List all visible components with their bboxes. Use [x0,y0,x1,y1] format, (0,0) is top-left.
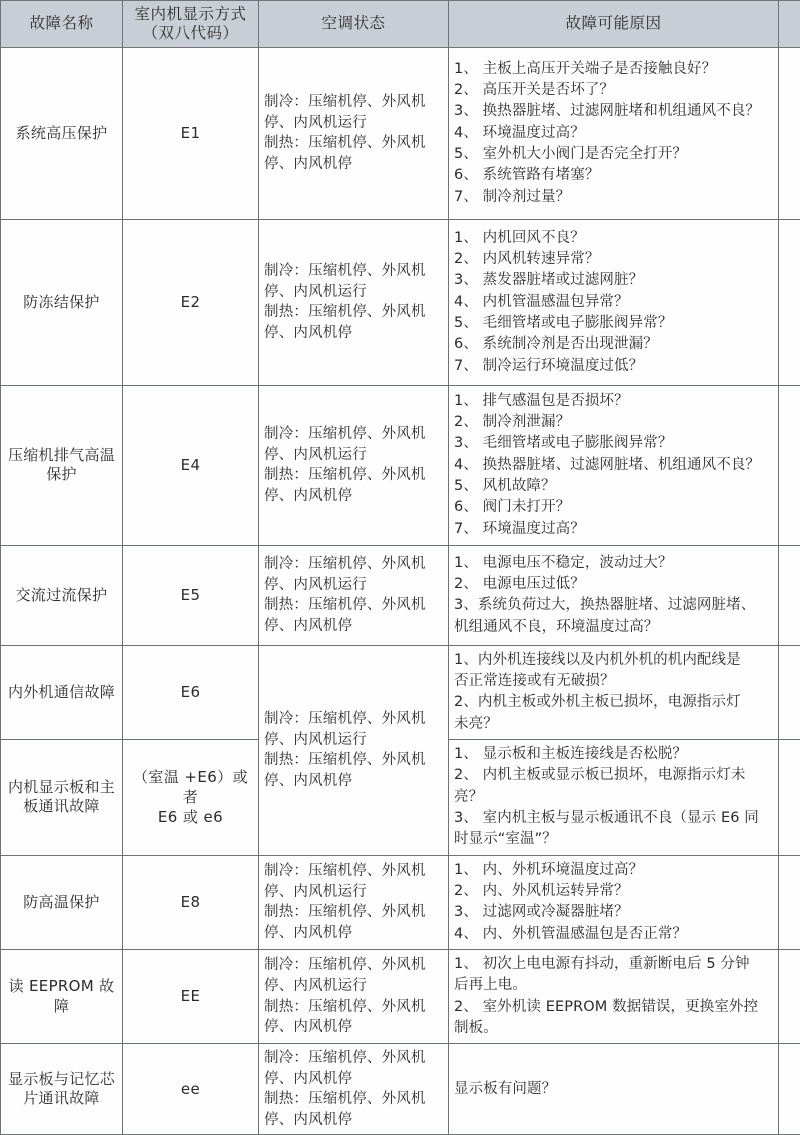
table-row [1,545,800,645]
display-code-cell [123,740,259,856]
ac-state-line: 停、内风机运行 [264,282,443,303]
fault-name-cell: 压缩机排气高温保护 [1,385,123,545]
ac-state-line: 停、内风机运行 [264,113,443,134]
ac-state-line: 停、内风机停 [264,923,443,944]
column-header-display-code [123,1,259,48]
right-edge-partial-column [779,545,800,645]
right-edge-partial-column [779,1,800,48]
cause-line: 4、 换热器脏堵、过滤网脏堵、机组通风不良？ [454,455,773,476]
possible-causes-cell [449,219,779,385]
display-code-line: E8 [128,892,253,912]
ac-state-line: 停、内风机运行 [264,445,443,466]
fault-name-cell: 防高温保护 [1,855,123,949]
right-edge-partial-column [779,1044,800,1135]
cause-line: 亮？ [454,787,773,808]
cause-line: 3、 蒸发器脏堵或过滤网脏？ [454,270,773,291]
ac-state-line: 停、内风机停 [264,616,443,637]
ac-state-line: 停、内风机停 [264,486,443,507]
cause-line: 3、 毛细管堵或电子膨胀阀异常？ [454,433,773,454]
display-code-line: E2 [128,292,253,312]
ac-state-cell [259,47,449,219]
table-row [1,385,800,545]
header-row [1,1,800,48]
ac-state-cell [259,949,449,1043]
display-code-line: E4 [128,455,253,475]
display-code-line: （室温 +E6）或者 [128,767,253,808]
display-code-line: EE [128,986,253,1006]
table-row [1,645,800,739]
cause-line: 5、 毛细管堵或电子膨胀阀异常？ [454,313,773,334]
possible-causes-cell [449,545,779,645]
right-edge-partial-column [779,855,800,949]
table-row [1,47,800,219]
ac-state-cell [259,855,449,949]
ac-state-line: 制热：压缩机停、外风机 [264,302,443,323]
right-edge-partial-column [779,949,800,1043]
fault-name-cell: 显示板与记忆芯片通讯故障 [1,1044,123,1135]
ac-state-line: 制热：压缩机停、外风机 [264,902,443,923]
possible-causes-cell [449,740,779,856]
cause-line: 4、 内、外机管温感温包是否正常？ [454,924,773,945]
cause-line: 7、 环境温度过高？ [454,519,773,540]
ac-state-line: 停、内风机停 [264,1069,443,1090]
cause-line: 6、 系统管路有堵塞？ [454,165,773,186]
cause-line: 2、 内、外风机运转异常？ [454,881,773,902]
ac-state-line: 制冷：压缩机停、外风机 [264,261,443,282]
cause-line: 1、 显示板和主板连接线是否松脱？ [454,744,773,765]
header-line: 室内机显示方式 [128,5,253,24]
column-header-ac-state [259,1,449,48]
ac-state-line: 停、内风机运行 [264,976,443,997]
display-code-cell [123,47,259,219]
cause-line: 5、 室外机大小阀门是否完全打开？ [454,144,773,165]
display-code-cell [123,385,259,545]
ac-state-line: 停、内风机停 [264,1110,443,1131]
display-code-line: E1 [128,123,253,143]
cause-line: 1、 内、外机环境温度过高？ [454,860,773,881]
ac-state-line: 制热：压缩机停、外风机 [264,997,443,1018]
display-code-line: E6 或 e6 [128,807,253,827]
header-line: 故障可能原因 [454,14,773,33]
ac-state-cell [259,545,449,645]
header-line: 空调状态 [264,14,443,33]
ac-state-line: 停、内风机停 [264,154,443,175]
cause-line: 未亮？ [454,714,773,735]
display-code-cell [123,855,259,949]
table-header [1,1,800,48]
possible-causes-cell [449,47,779,219]
ac-state-line: 制冷：压缩机停、外风机 [264,554,443,575]
table-row [1,1044,800,1135]
cause-line: 2、 高压开关是否坏了？ [454,80,773,101]
possible-causes-cell [449,949,779,1043]
cause-line: 1、 初次上电电源有抖动，重新断电后 5 分钟 [454,954,773,975]
cause-line: 5、 风机故障？ [454,476,773,497]
ac-state-line: 停、内风机停 [264,771,443,792]
right-edge-partial-column [779,219,800,385]
display-code-cell [123,645,259,739]
ac-state-line: 制冷：压缩机停、外风机 [264,424,443,445]
cause-line: 4、 环境温度过高？ [454,123,773,144]
possible-causes-cell [449,1044,779,1135]
fault-name-cell: 读 EEPROM 故障 [1,949,123,1043]
ac-state-line: 制热：压缩机停、外风机 [264,1089,443,1110]
right-edge-partial-column [779,645,800,739]
right-edge-partial-column [779,385,800,545]
cause-line: 否正常连接或有无破损？ [454,671,773,692]
cause-line: 机组通风不良，环境温度过高？ [454,617,773,638]
cause-line: 4、 内机管温感温包异常？ [454,292,773,313]
ac-state-line: 停、内风机停 [264,323,443,344]
ac-state-line: 制热：压缩机停、外风机 [264,465,443,486]
cause-line: 时显示“室温”？ [454,829,773,850]
cause-line: 3、 室内机主板与显示板通讯不良（显示 E6 同 [454,808,773,829]
cause-line: 3、系统负荷过大，换热器脏堵、过滤网脏堵、 [454,595,773,616]
display-code-cell [123,219,259,385]
cause-line: 6、 阀门未打开？ [454,497,773,518]
fault-name-cell: 内外机通信故障 [1,645,123,739]
cause-line: 2、 内机主板或显示板已损坏，电源指示灯未 [454,765,773,786]
possible-causes-cell [449,385,779,545]
cause-line: 2、内机主板或外机主板已损坏，电源指示灯 [454,692,773,713]
cause-line: 3、 换热器脏堵、过滤网脏堵和机组通风不良？ [454,101,773,122]
table-row [1,949,800,1043]
cause-line: 3、 过滤网或冷凝器脏堵？ [454,902,773,923]
ac-state-line: 制热：压缩机停、外风机 [264,750,443,771]
ac-state-cell [259,385,449,545]
cause-line: 1、 排气感温包是否损坏？ [454,391,773,412]
right-edge-partial-column [779,740,800,856]
ac-state-cell [259,645,449,855]
cause-line: 后再上电。 [454,975,773,996]
table-body [1,47,800,1135]
ac-state-line: 制热：压缩机停、外风机 [264,595,443,616]
cause-line: 2、 制冷剂泄漏？ [454,412,773,433]
cause-line: 1、内外机连接线以及内机外机的机内配线是 [454,650,773,671]
ac-state-line: 制冷：压缩机停、外风机 [264,709,443,730]
ac-state-cell [259,219,449,385]
ac-state-line: 停、内风机运行 [264,575,443,596]
column-header-possible-causes [449,1,779,48]
cause-line: 2、 电源电压过低？ [454,574,773,595]
ac-state-line: 停、内风机运行 [264,730,443,751]
cause-line: 7、 制冷运行环境温度过低？ [454,356,773,377]
possible-causes-cell [449,855,779,949]
display-code-line: ee [128,1079,253,1099]
cause-line: 7、 制冷剂过量？ [454,187,773,208]
display-code-line: E5 [128,585,253,605]
ac-state-line: 停、内风机停 [264,1017,443,1038]
ac-state-line: 制热：压缩机停、外风机 [264,133,443,154]
ac-state-line: 制冷：压缩机停、外风机 [264,955,443,976]
display-code-cell [123,545,259,645]
fault-name-cell: 防冻结保护 [1,219,123,385]
ac-state-line: 停、内风机运行 [264,882,443,903]
ac-state-line: 制冷：压缩机停、外风机 [264,92,443,113]
cause-line: 1、 主板上高压开关端子是否接触良好？ [454,59,773,80]
right-edge-partial-column [779,47,800,219]
cause-line: 制板。 [454,1018,773,1039]
cause-line: 2、 内风机转速异常？ [454,249,773,270]
display-code-line: E6 [128,682,253,702]
cause-line: 1、 内机回风不良？ [454,228,773,249]
cause-line: 1、 电源电压不稳定，波动过大？ [454,553,773,574]
cause-line: 6、 系统制冷剂是否出现泄漏？ [454,334,773,355]
fault-name-cell: 内机显示板和主板通讯故障 [1,740,123,856]
fault-name-cell: 交流过流保护 [1,545,123,645]
table-row [1,855,800,949]
display-code-cell [123,1044,259,1135]
header-line: 故障名称 [6,14,117,33]
column-header-fault-name [1,1,123,48]
header-line: （双八代码） [128,24,253,43]
possible-causes-cell [449,645,779,739]
ac-state-line: 制冷：压缩机停、外风机 [264,1048,443,1069]
cause-line: 2、 室外机读 EEPROM 数据错误，更换室外控 [454,997,773,1018]
cause-line: 显示板有问题？ [454,1079,773,1100]
display-code-cell [123,949,259,1043]
table-row [1,219,800,385]
ac-state-line: 制冷：压缩机停、外风机 [264,861,443,882]
ac-state-cell [259,1044,449,1135]
fault-name-cell: 系统高压保护 [1,47,123,219]
